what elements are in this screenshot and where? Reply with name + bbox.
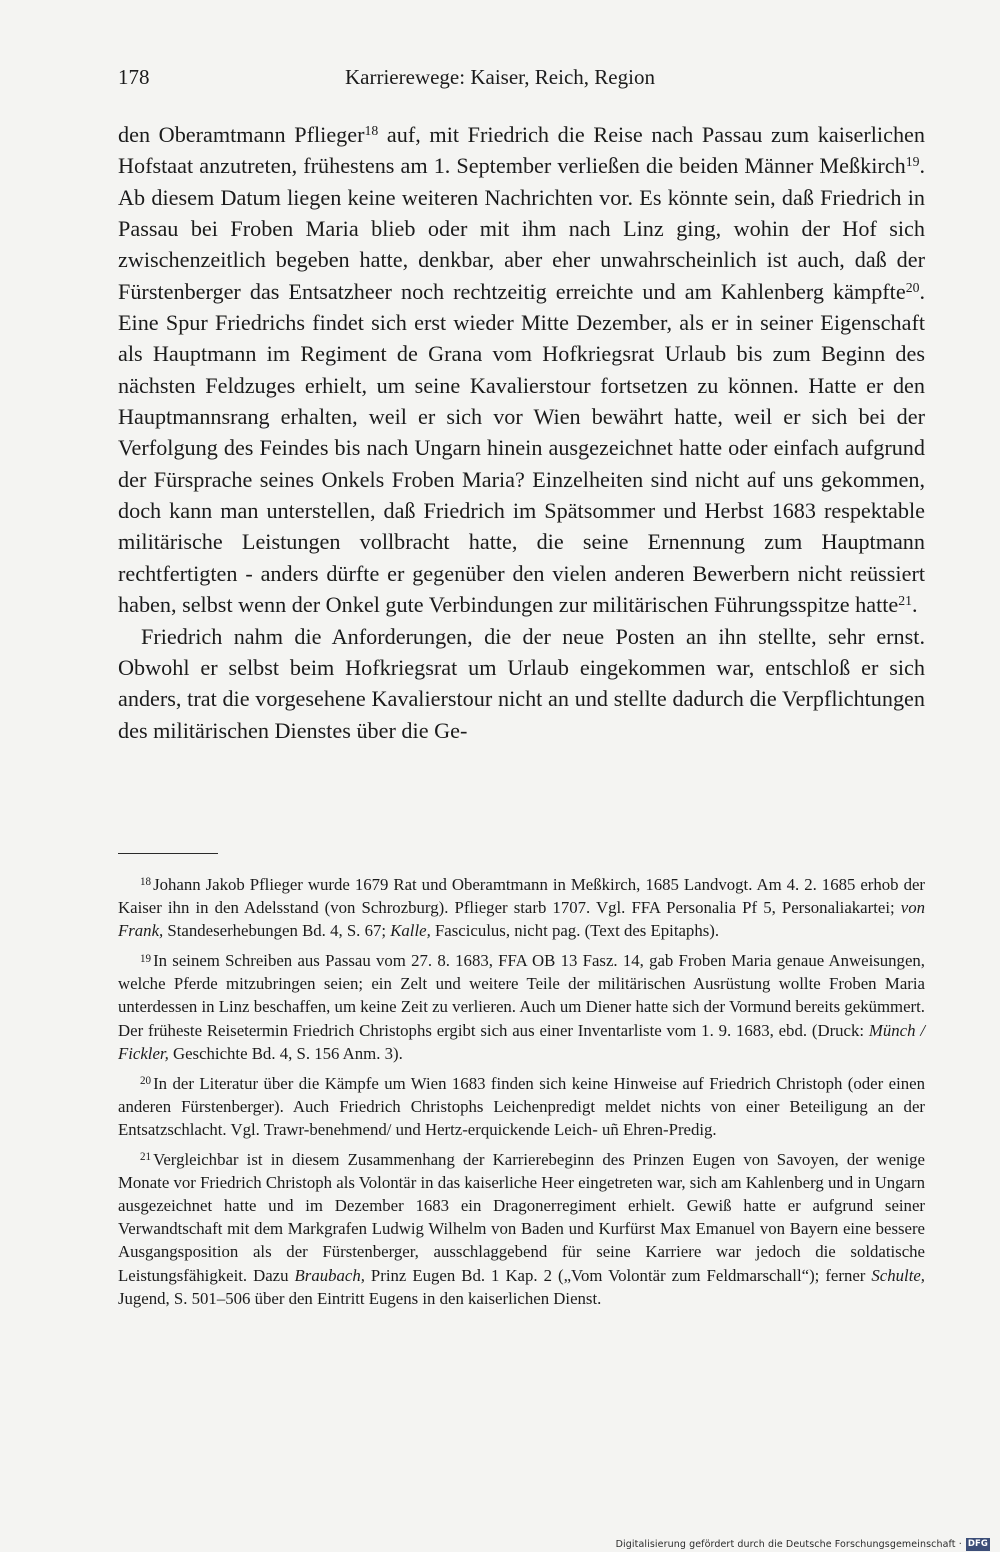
dfg-logo[interactable]: DFG (967, 1538, 988, 1549)
footnote-mark: 20 (140, 1075, 152, 1088)
credit-text: Digitalisierung gefördert durch die Deutsche Forschungsgemeinschaft · (615, 1538, 962, 1550)
digitization-credit (616, 1536, 990, 1552)
body-paragraph-2: Friedrich nahm die Anforderungen, die der neue Posten an ihn stellte, sehr ernst. Obwohl er selbst beim Hofkriegsrat um Urlaub eingekommen war, entschloß er sich anders, trat die vorgesehene Kavalierstour nicht an und stellte dadurch die Verpflichtungen des militärischen Dienstes über die Ge- (118, 623, 925, 743)
running-title: Karrierewege: Kaiser, Reich, Region (345, 65, 655, 89)
footnote-ref-18[interactable]: 18 (364, 122, 379, 138)
footnotes (118, 873, 925, 1317)
footnote-mark: 19 (140, 952, 152, 965)
footnote-divider (118, 853, 218, 854)
body-paragraph-1: den Oberamtmann Pflieger$^{18}$ auf, mit Friedrich die Reise nach Passau zum kaiserlichen Hofstaat anzutreten, frühestens am 1. September verließen die beiden Männer Meßkirch$^{19}$. Ab diesem Datum liegen keine weiteren Nachrichten vor. Es könnte sein, daß Friedrich in Passau bei Froben Maria blieb oder mit ihm nach Linz ging, wohin der Hof sich zwischenzeitlich begeben hatte, denkbar, aber eher unwahrscheinlich ist auch, daß der Fürstenberger das Entsatzheer noch rechtzeitig erreichte und am Kahlenberg kämpfte$^{20}$. Eine Spur Friedrichs findet sich erst wieder Mitte Dezember, als er in seiner Eigenschaft als Hauptmann im Regiment de Grana vom Hofkriegsrat Urlaub bis zum Beginn des nächsten Feldzuges erhielt, um seine Kavalierstour fortsetzen zu können. Hatte er den Hauptmannsrang erhalten, weil er sich vor Wien bewährt hatte, weil er sich bei der Verfolgung des Feindes bis nach Ungarn hinein ausgezeichnet hatte oder einfach aufgrund der Fürsprache seines Onkels Froben Maria? Einzelheiten sind nicht auf uns gekommen, doch kann man unterstellen, daß Friedrich im Spätsommer und Herbst 1683 respektable militärische Leistungen vollbracht hatte, die seine Ernennung zum Hauptmann rechtfertigten - anders dürfte er gegenüber den vielen anderen Bewerbern nicht reüssiert haben, selbst wenn der Onkel gute Verbindungen zur militärischen Führungsspitze hatte$^{21}$. (118, 122, 925, 618)
footnote-mark: 18 (140, 876, 152, 889)
footnote-21: $^{21}$ Vergleichbar ist in diesem Zusammenhang der Karrierebeginn des Prinzen Eugen von Savoyen, der wenige Monate vor Friedrich Christoph als Volontär in das kaiserliche Heer eingetreten war, sich am Kahlenberg und in Ungarn ausgezeichnet hatte und im Dezember 1683 ein Dragonerregiment erhielt. Gewiß hatte er aufgrund seiner Verwandtschaft mit dem Markgrafen Ludwig Wilhelm von Baden und Kurfürst Max Emanuel von Bayern eine bessere Ausgangsposition als der Fürstenberger, ausschlaggebend für seine Karriere war jedoch die soldatische Leistungsfähigkeit. Dazu Braubach, Prinz Eugen Bd. 1 Kap. 2 („Vom Volontär zum Feldmarschall“); ferner Schulte, Jugend, S. 501–506 über den Eintritt Eugens in den kaiserlichen Dienst. (118, 1150, 925, 1308)
footnote-mark: 21 (140, 1151, 152, 1164)
page-number: 178 (118, 65, 150, 89)
running-head (118, 62, 908, 92)
body-text (118, 119, 925, 746)
footnote-ref-21[interactable]: 21 (898, 593, 913, 608)
footnote-18: $^{18}$ Johann Jakob Pflieger wurde 1679 Rat und Oberamtmann in Meßkirch, 1685 Landvogt. Am 4. 2. 1685 erhob der Kaiser ihn in den Adelsstand (von Schrozburg). Pflieger starb 1707. Vgl. FFA Personalia Pf 5, Personaliakartei; von Frank, Standeserhebungen Bd. 4, S. 67; Kalle, Fasciculus, nicht pag. (Text des Epitaphs). (118, 875, 925, 941)
footnote-ref-19[interactable]: 19 (905, 154, 920, 170)
footnote-19: $^{19}$ In seinem Schreiben aus Passau vom 27. 8. 1683, FFA OB 13 Fasz. 14, gab Froben Maria genaue Anweisungen, welche Pferde mitzubringen seien; ein Zelt und weitere Teile der militärischen Ausrüstung wollte Froben Maria unterdessen in Linz beschaffen, um keine Zeit zu verlieren. Auch um Diener hatte sich der Vormund bereits gekümmert. Der früheste Reisetermin Friedrich Christophs ergibt sich aus einer Inventarliste vom 1. 9. 1683, ebd. (Druck: Münch / Fickler, Geschichte Bd. 4, S. 156 Anm. 3). (118, 951, 926, 1063)
footnote-ref-20[interactable]: 20 (905, 279, 920, 295)
footnote-20: $^{20}$ In der Literatur über die Kämpfe um Wien 1683 finden sich keine Hinweise auf Friedrich Christoph (oder einen anderen Fürstenberger). Auch Friedrich Christophs Leichenpredigt meldet nichts von einer Beteiligung an der Entsatzschlacht. Vgl. Trawr-benehmend/ und Hertz-erquickende Leich- uñ Ehren-Predig. (118, 1073, 925, 1139)
